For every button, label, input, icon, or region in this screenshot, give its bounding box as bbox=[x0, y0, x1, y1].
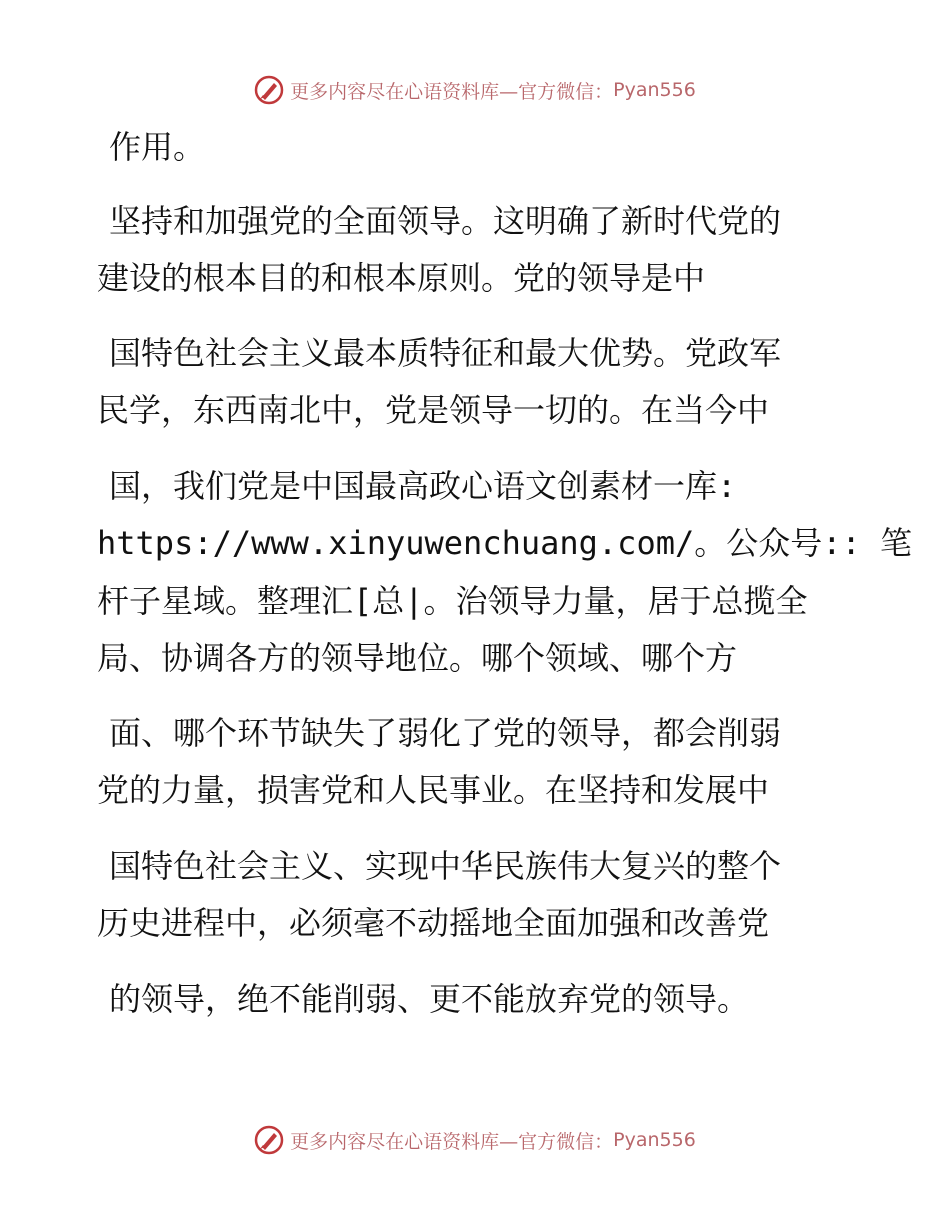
wechat-id: Pyan556 bbox=[613, 1129, 696, 1151]
text-line: 杆子星域。整理汇[总|。治领导力量，居于总揽全 bbox=[97, 582, 808, 620]
footer-banner bbox=[0, 1122, 950, 1158]
text-line: 作用。 bbox=[109, 128, 206, 166]
text-line: 建设的根本目的和根本原则。党的领导是中 bbox=[97, 259, 706, 297]
text-line: 国，我们党是中国最高政心语文创素材一库: bbox=[109, 467, 737, 505]
pen-logo-icon bbox=[254, 75, 284, 105]
pen-logo-icon bbox=[254, 1125, 284, 1155]
text-line: 国特色社会主义最本质特征和最大优势。党政军 bbox=[109, 334, 782, 372]
text-line: 面、哪个环节缺失了弱化了党的领导，都会削弱 bbox=[109, 714, 782, 752]
text-line: 坚持和加强党的全面领导。这明确了新时代党的 bbox=[109, 202, 782, 240]
text-line: https://www.xinyuwenchuang.com/。公众号:: 笔 bbox=[97, 524, 913, 562]
header-banner bbox=[0, 72, 950, 108]
banner-text: 更多内容尽在心语资料库—官方微信： bbox=[290, 80, 614, 103]
text-line: 党的力量，损害党和人民事业。在坚持和发展中 bbox=[97, 771, 770, 809]
banner-text: 更多内容尽在心语资料库—官方微信： bbox=[290, 1130, 614, 1153]
text-line: 局、协调各方的领导地位。哪个领域、哪个方 bbox=[97, 639, 738, 677]
text-line: 国特色社会主义、实现中华民族伟大复兴的整个 bbox=[109, 847, 782, 885]
text-line: 的领导，绝不能削弱、更不能放弃党的领导。 bbox=[109, 980, 750, 1018]
text-line: 历史进程中，必须毫不动摇地全面加强和改善党 bbox=[97, 904, 770, 942]
wechat-id: Pyan556 bbox=[613, 79, 696, 101]
text-line: 民学，东西南北中，党是领导一切的。在当今中 bbox=[97, 391, 770, 429]
